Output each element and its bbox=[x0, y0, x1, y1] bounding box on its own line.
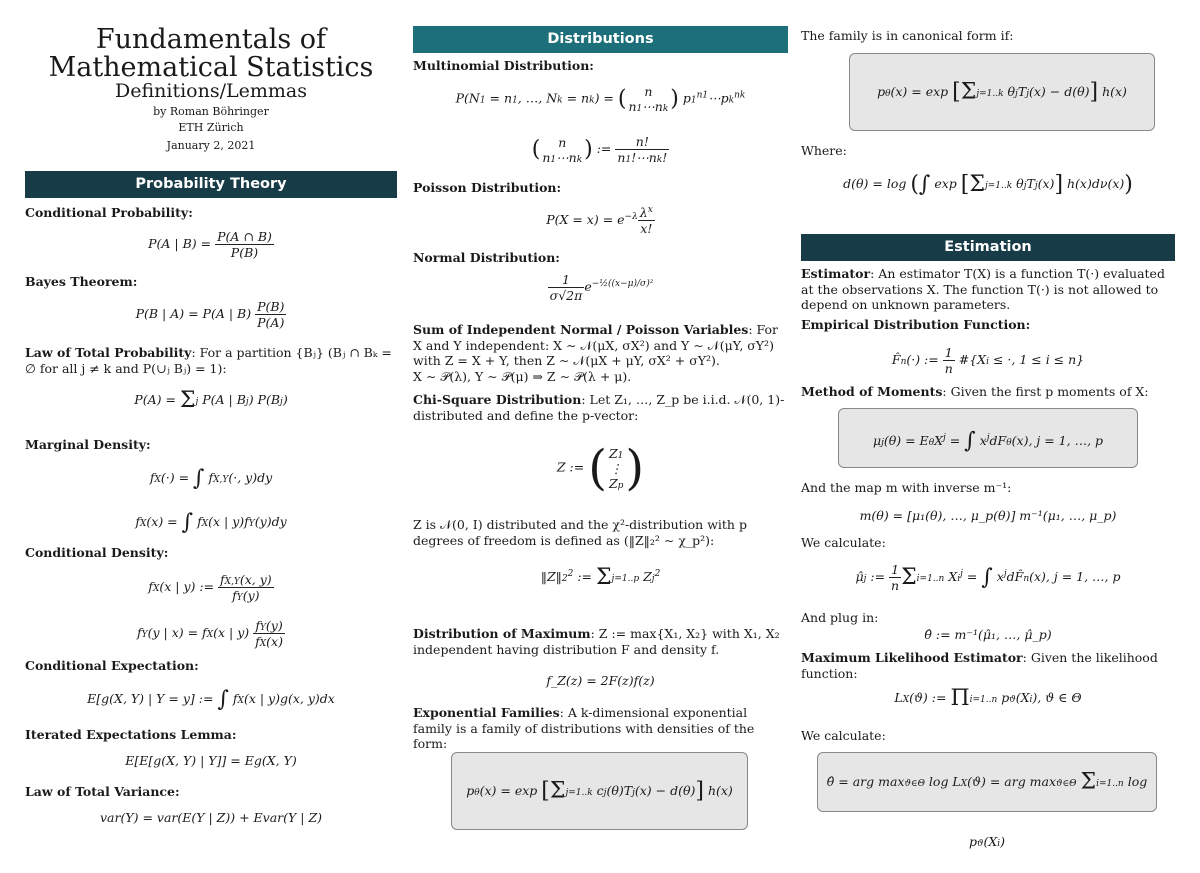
calc-equation: μ̂j := $\frac{1}{n}$ Σi=1..n $Xi^j$ = ∫ $x^jdF̂n(x)$, j = 1, …, p bbox=[855, 562, 1121, 593]
cond-density-frac-2: $\frac{fY(y)}{fX(x)}$ bbox=[255, 618, 283, 649]
exp-label: Exponential Families bbox=[413, 705, 560, 720]
chi-vector-entries: Z1 ⋮ Zp bbox=[608, 445, 624, 491]
cond-prob-eq-text: P(A | B) = bbox=[148, 236, 216, 251]
we-calculate-text: We calculate: bbox=[801, 535, 886, 550]
total-prob-paragraph bbox=[25, 345, 397, 376]
mom-label: Method of Moments bbox=[801, 384, 943, 399]
cond-exp-equation: E[g(X, Y) | Y = y] := ∫ fX(x | y)g(x, y)dx bbox=[87, 687, 335, 712]
total-prob-equation: P(A) = Σj P(A | Bj) P(Bj) bbox=[134, 388, 288, 413]
exp-family-paragraph bbox=[413, 705, 788, 752]
cond-exp-heading: Conditional Expectation: bbox=[25, 658, 199, 673]
section-header-distributions: Distributions bbox=[413, 26, 788, 53]
multinomial-binom-2: n n1⋯nk bbox=[542, 134, 583, 165]
sum-independent-paragraph bbox=[413, 322, 788, 384]
estimator-label: Estimator bbox=[801, 266, 871, 281]
total-prob-text: : For a partition {Bⱼ} (Bⱼ ∩ Bₖ = ∅ for all j ≠ k and P(∪ⱼ Bⱼ) = 1): bbox=[25, 345, 392, 376]
max-text: : Z := max{X₁, X₂} with X₁, X₂ independent having distribution F and density f. bbox=[413, 626, 780, 657]
edf-heading: Empirical Distribution Function: bbox=[801, 317, 1031, 332]
bayes-frac: $\frac{P(B)}{P(A)}$ bbox=[257, 299, 285, 330]
canonical-box: pθ(x) = exp [Σj=1..k θjTj(x) − d(θ)] h(x) bbox=[849, 53, 1155, 131]
cond-density-frac-1: $\frac{fX,Y(x, y)}{fY(y)}$ bbox=[220, 572, 272, 603]
edf-frac: $\frac{1}{n}$ bbox=[944, 345, 953, 376]
mle-label: Maximum Likelihood Estimator bbox=[801, 650, 1023, 665]
estimator-text: : An estimator T(X) is a function T(·) evaluated at the observations X. The function T(·) is not allowed to depend on unknown parameters. bbox=[801, 266, 1165, 312]
sum-text-2: X ∼ 𝒫(λ), Y ∼ 𝒫(μ) ⇒ Z ∼ 𝒫(λ + μ). bbox=[413, 368, 632, 384]
chi-label: Chi-Square Distribution bbox=[413, 392, 582, 407]
column-1 bbox=[25, 0, 397, 825]
chi-square-paragraph bbox=[413, 392, 788, 423]
multinomial-binom-1: n n1⋯nk bbox=[628, 84, 669, 114]
cond-density-heading: Conditional Density: bbox=[25, 545, 169, 560]
canonical-text: The family is in canonical form if: bbox=[801, 28, 1014, 43]
title-block bbox=[25, 0, 397, 154]
mom-paragraph bbox=[801, 384, 1175, 400]
poisson-equation: $P(X = x) = e^{-\lambda}$ $\frac{\lambda^x}{x!}$ bbox=[546, 205, 653, 237]
plug-in-text: And plug in: bbox=[801, 610, 879, 625]
multinomial-heading: Multinomial Distribution: bbox=[413, 58, 594, 73]
bayes-heading: Bayes Theorem: bbox=[25, 274, 138, 289]
title-line-2: Mathematical Statistics bbox=[48, 52, 374, 83]
max-paragraph bbox=[413, 626, 788, 657]
calc-frac: $\frac{1}{n}$ bbox=[891, 562, 900, 593]
marginal-heading: Marginal Density: bbox=[25, 437, 151, 452]
section-header-probability: Probability Theory bbox=[25, 171, 397, 198]
marginal-equation-1: fX(·) = ∫ fX,Y(·, y)dy bbox=[149, 466, 273, 491]
normal-frac: $\frac{1}{\sigma√2\pi}$ bbox=[549, 272, 583, 303]
cond-density-equation-1: fX(x | y) := $\frac{fX,Y(x, y)}{fY(y)}$ bbox=[148, 572, 272, 603]
chi-equation: $‖Z‖2^2$ := Σj=1..p Zj$^2$ bbox=[540, 565, 661, 590]
max-equation: f_Z(z) = 2F(z)f(z) bbox=[546, 673, 655, 688]
total-var-equation: var(Y) = var(E(Y | Z)) + Evar(Y | Z) bbox=[99, 810, 322, 825]
multinomial-frac: $\frac{n!}{n1!\cdots nk!}$ bbox=[617, 134, 668, 165]
multinomial-equation-1: P(N1 = n1, …, Nk = nk) = ( n n1⋯nk ) $p1^{n1}\cdots pk^{nk}$ bbox=[455, 84, 746, 114]
mle-text: : Given the likelihood function: bbox=[801, 650, 1158, 681]
mle-equation: LX(ϑ) := Πi=1..n pϑ(Xi), ϑ ∈ Θ bbox=[894, 686, 1082, 711]
sum-text-1: : For X and Y independent: X ∼ 𝒩(μX, σX²) and Y ∼ 𝒩(μY, σY²) with Z = X + Y, then Z ∼ 𝒩(μX + μY, σX² + σY²). bbox=[413, 322, 779, 368]
cond-prob-equation bbox=[25, 229, 397, 260]
exp-family-box: pθ(x) = exp [Σj=1..k cj(θ)Tj(x) − d(θ)] h(x) bbox=[451, 752, 748, 830]
mom-text: : Given the first p moments of X: bbox=[942, 384, 1149, 399]
cond-prob-heading: Conditional Probability: bbox=[25, 205, 193, 220]
subtitle: Definitions/Lemmas bbox=[115, 80, 307, 102]
chi-text-2: Z is 𝒩(0, I) distributed and the χ²-distribution with p degrees of freedom is defined as (‖Z‖₂² ∼ χ_p²): bbox=[413, 517, 747, 548]
where-text: Where: bbox=[801, 143, 847, 158]
total-prob-label: Law of Total Probability bbox=[25, 345, 192, 360]
chi-text: : Let Z₁, …, Z_p be i.i.d. 𝒩(0, 1)-distributed and define the p-vector: bbox=[413, 392, 785, 423]
edf-equation: F̂n(·) := $\frac{1}{n}$ #{Xi ≤ ·, 1 ≤ i ≤ n} bbox=[891, 345, 1085, 376]
plug-equation: θ̂ := m⁻¹(μ̂₁, …, μ̂_p) bbox=[924, 627, 1052, 642]
map-text: And the map m with inverse m⁻¹: bbox=[801, 480, 1012, 495]
exp-text: : A k-dimensional exponential family is a family of distributions with densities of the form: bbox=[413, 705, 755, 751]
cond-prob-frac: $\frac{P(A \cap B)}{P(B)}$ bbox=[217, 229, 272, 260]
cond-density-equation-2: fY(y | x) = fX(x | y) $\frac{fY(y)}{fX(x)}$ bbox=[137, 618, 283, 649]
max-label: Distribution of Maximum bbox=[413, 626, 591, 641]
we-calculate-text-2: We calculate: bbox=[801, 728, 886, 743]
institution: ETH Zürich bbox=[178, 121, 244, 134]
normal-heading: Normal Distribution: bbox=[413, 250, 560, 265]
mle-paragraph bbox=[801, 650, 1175, 681]
estimator-paragraph bbox=[801, 266, 1175, 313]
where-equation: d(θ) = log (∫ exp [Σj=1..k θjTj(x)] h(x)dν(x)) bbox=[843, 172, 1133, 197]
date: January 2, 2021 bbox=[166, 139, 256, 152]
sum-label: Sum of Independent Normal / Poisson Variables bbox=[413, 322, 749, 337]
poisson-frac: $\frac{\lambda^x}{x!}$ bbox=[639, 205, 653, 237]
bayes-equation bbox=[25, 299, 397, 330]
chi-vector: Z := ( Z1 ⋮ Zp ) bbox=[556, 440, 645, 496]
total-var-heading: Law of Total Variance: bbox=[25, 784, 180, 799]
bayes-eq-text: P(B | A) = P(A | B) bbox=[135, 306, 252, 321]
multinomial-equation-2: ( n n1⋯nk ) := $\frac{n!}{n1!\cdots nk!}$ bbox=[531, 134, 668, 165]
iter-exp-heading: Iterated Expectations Lemma: bbox=[25, 727, 237, 742]
normal-equation: $\frac{1}{\sigma√2\pi}$ $e^{-\frac{1}{2}((x-\mu)/\sigma)^2}$ bbox=[549, 272, 654, 303]
mle-box: θ̂ = arg maxϑ∈Θ log LX(ϑ) = arg maxϑ∈Θ Σi=1..n log pϑ(Xi) bbox=[817, 752, 1157, 812]
map-equation: m(θ) = [μ₁(θ), …, μ_p(θ)] m⁻¹(μ₁, …, μ_p) bbox=[859, 508, 1117, 523]
iter-exp-equation: E[E[g(X, Y) | Y]] = Eg(X, Y) bbox=[125, 753, 297, 768]
marginal-equation-2: fX(x) = ∫ fX(x | y)fY(y)dy bbox=[135, 510, 287, 535]
section-header-estimation: Estimation bbox=[801, 234, 1175, 261]
poisson-heading: Poisson Distribution: bbox=[413, 180, 562, 195]
author: by Roman Böhringer bbox=[153, 105, 269, 118]
mom-box: μj(θ) = EθX$^j$ = ∫ $x^jdF\theta(x)$, j = 1, …, p bbox=[838, 408, 1138, 468]
title-line-1: Fundamentals of bbox=[95, 24, 327, 55]
